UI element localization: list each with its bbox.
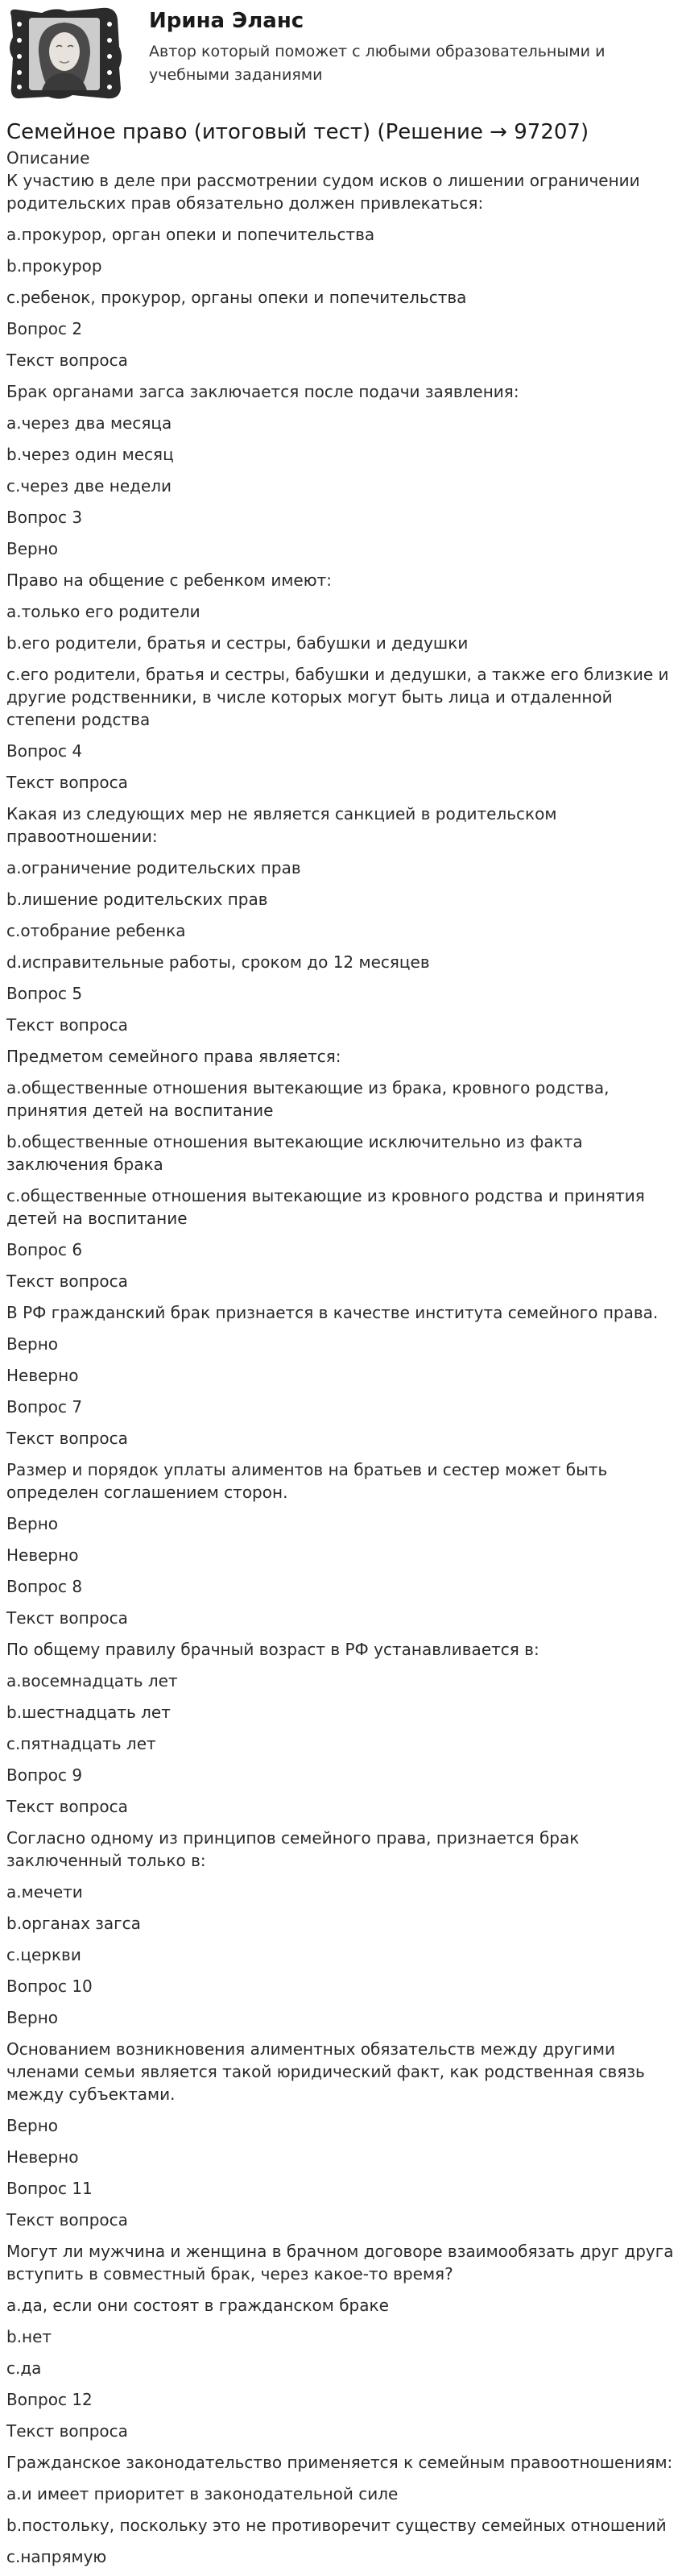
question-number: Вопрос 10 bbox=[6, 1977, 93, 1996]
answer-option: Верно bbox=[6, 2116, 59, 2135]
avatar-image bbox=[6, 5, 124, 102]
question-label: Текст вопроса bbox=[6, 773, 128, 792]
question-text: По общему правилу брачный возраст в РФ устанавливается в: bbox=[6, 1640, 539, 1659]
question-number: Вопрос 12 bbox=[6, 2390, 93, 2409]
answer-option: a.восемнадцать лет bbox=[6, 1671, 178, 1690]
answer-option: a.общественные отношения вытекающие из брака, кровного родства, принятия детей на воспитание bbox=[6, 1078, 610, 1120]
question-label: Текст вопроса bbox=[6, 1429, 128, 1448]
description-content bbox=[0, 169, 682, 2568]
question-label: Текст вопроса bbox=[6, 2421, 128, 2441]
question-text: Согласно одному из принципов семейного права, признается брак заключенный только в: bbox=[6, 1828, 580, 1870]
question-label: Текст вопроса bbox=[6, 1797, 128, 1816]
question-label: Текст вопроса bbox=[6, 1271, 128, 1291]
answer-option: a.через два месяца bbox=[6, 413, 172, 433]
page-title: Семейное право (итоговый тест) (Решение → 97207) bbox=[6, 120, 589, 144]
question-text: К участию в деле при рассмотрении судом исков о лишении ограничении родительских прав обязательно должен привлекаться: bbox=[6, 171, 640, 213]
question-label: Текст вопроса bbox=[6, 2210, 128, 2230]
question-text: Какая из следующих мер не является санкцией в родительском правоотношении: bbox=[6, 804, 557, 846]
answer-option: a.ограничение родительских прав bbox=[6, 858, 301, 877]
answer-option: a.да, если они состоят в гражданском браке bbox=[6, 2296, 389, 2315]
answer-option: c.церкви bbox=[6, 1945, 81, 1964]
answer-option: a.мечети bbox=[6, 1882, 83, 1902]
author-description: Автор который поможет с любыми образовательными и учебными заданиями bbox=[149, 43, 606, 84]
answer-option: c.через две недели bbox=[6, 476, 172, 496]
answer-option: Неверно bbox=[6, 1366, 79, 1385]
answer-option: c.общественные отношения вытекающие из кровного родства и принятия детей на воспитание bbox=[6, 1186, 645, 1228]
question-text: Гражданское законодательство применяется к семейным правоотношениям: bbox=[6, 2453, 673, 2472]
question-label: Верно bbox=[6, 539, 59, 558]
answer-option: Верно bbox=[6, 1514, 59, 1533]
question-label: Текст вопроса bbox=[6, 1015, 128, 1035]
question-number: Вопрос 9 bbox=[6, 1765, 83, 1785]
answer-option: c.его родители, братья и сестры, бабушки и дедушки, а также его близкие и другие родственники, в числе которых могут быть лица и отдаленной степени родства bbox=[6, 665, 669, 729]
answer-option: b.общественные отношения вытекающие исключительно из факта заключения брака bbox=[6, 1132, 583, 1174]
question-text: Размер и порядок уплаты алиментов на братьев и сестер может быть определен соглашением сторон. bbox=[6, 1460, 608, 1502]
question-number: Вопрос 5 bbox=[6, 984, 83, 1003]
question-number: Вопрос 6 bbox=[6, 1240, 83, 1259]
question-label: Верно bbox=[6, 2008, 59, 2027]
answer-option: b.органах загса bbox=[6, 1914, 141, 1933]
question-number: Вопрос 3 bbox=[6, 508, 83, 527]
question-number: Вопрос 4 bbox=[6, 741, 83, 761]
question-number: Вопрос 7 bbox=[6, 1397, 83, 1417]
answer-option: b.прокурор bbox=[6, 256, 102, 276]
question-text: Право на общение с ребенком имеют: bbox=[6, 570, 332, 590]
answer-option: b.шестнадцать лет bbox=[6, 1703, 171, 1722]
author-avatar[interactable] bbox=[6, 5, 124, 102]
answer-option: c.ребенок, прокурор, органы опеки и попечительства bbox=[6, 288, 467, 307]
author-block bbox=[0, 0, 682, 111]
answer-option: d.исправительные работы, сроком до 12 месяцев bbox=[6, 952, 430, 972]
answer-option: b.через один месяц bbox=[6, 445, 174, 464]
author-name[interactable]: Ирина Эланс bbox=[149, 9, 304, 33]
answer-option: c.отобрание ребенка bbox=[6, 921, 186, 940]
answer-option: c.да bbox=[6, 2358, 42, 2378]
answer-option: b.лишение родительских прав bbox=[6, 890, 268, 909]
answer-option: c.напрямую bbox=[6, 2547, 107, 2566]
question-text: Основанием возникновения алиментных обязательств между другими членами семьи является такой юридический факт, как родственная связь между субъектами. bbox=[6, 2039, 645, 2104]
question-number: Вопрос 2 bbox=[6, 319, 83, 338]
question-text: В РФ гражданский брак признается в качестве института семейного права. bbox=[6, 1303, 659, 1322]
answer-option: b.постольку, поскольку это не противоречит существу семейных отношений bbox=[6, 2516, 667, 2535]
answer-option: c.пятнадцать лет bbox=[6, 1734, 156, 1753]
question-label: Текст вопроса bbox=[6, 1608, 128, 1628]
answer-option: a.только его родители bbox=[6, 602, 200, 621]
question-number: Вопрос 8 bbox=[6, 1577, 83, 1596]
answer-option: b.нет bbox=[6, 2327, 52, 2346]
answer-option: a.и имеет приоритет в законодательной силе bbox=[6, 2484, 399, 2503]
answer-option: Верно bbox=[6, 1334, 59, 1354]
question-text: Предметом семейного права является: bbox=[6, 1047, 341, 1066]
answer-option: Неверно bbox=[6, 1545, 79, 1565]
question-number: Вопрос 11 bbox=[6, 2179, 93, 2198]
answer-option: a.прокурор, орган опеки и попечительства bbox=[6, 225, 375, 244]
question-text: Брак органами загса заключается после подачи заявления: bbox=[6, 382, 519, 401]
answer-option: Неверно bbox=[6, 2147, 79, 2167]
answer-option: b.его родители, братья и сестры, бабушки и дедушки bbox=[6, 633, 469, 653]
question-label: Текст вопроса bbox=[6, 351, 128, 370]
question-text: Могут ли мужчина и женщина в брачном договоре взаимообязать друг друга вступить в совместный брак, через какое-то время? bbox=[6, 2242, 674, 2284]
description-label: Описание bbox=[6, 148, 90, 168]
